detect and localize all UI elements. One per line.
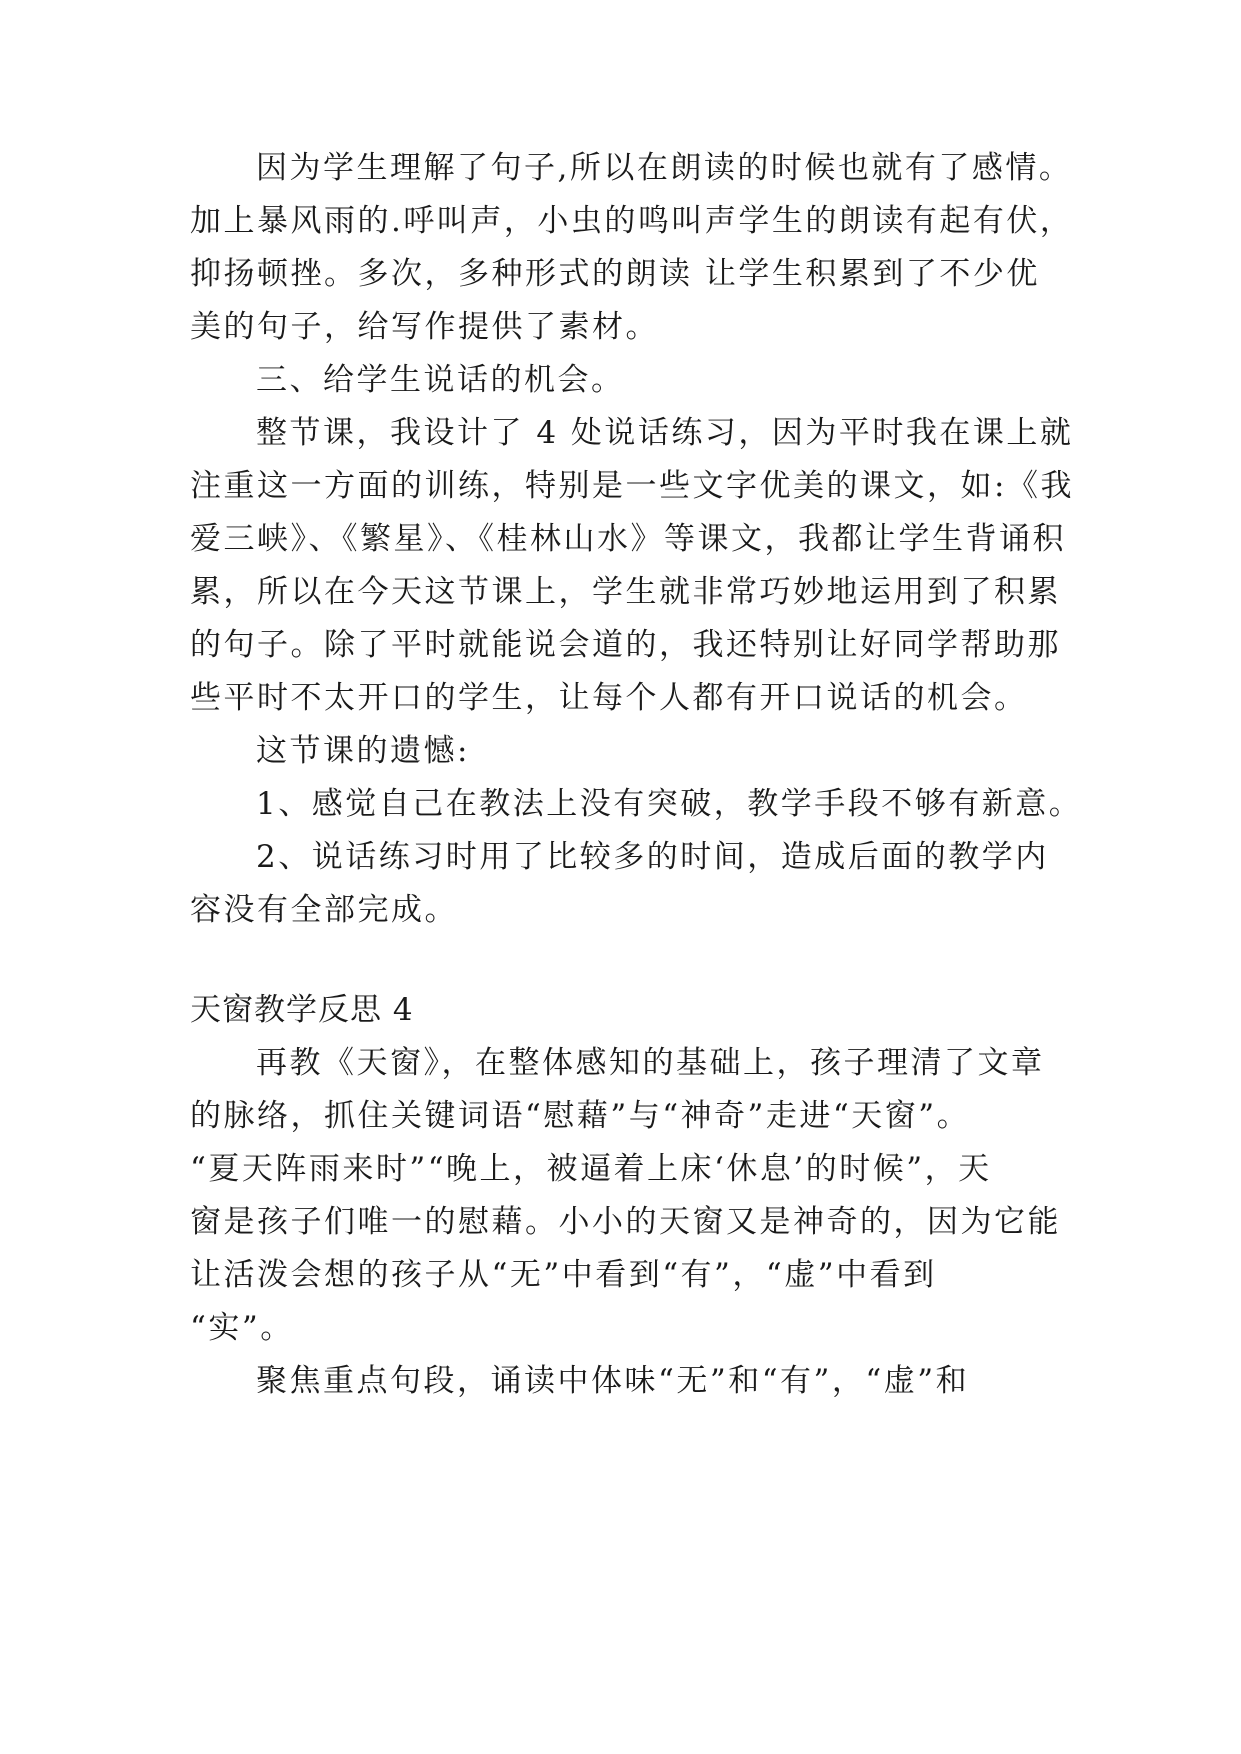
- paragraph-line: 聚焦重点句段，诵读中体味“无”和“有”，“虚”和: [256, 1363, 970, 1399]
- section-heading: 三、给学生说话的机会。: [256, 362, 625, 398]
- paragraph-line: 因为学生理解了句子,所以在朗读的时候也就有了感情。: [256, 150, 1073, 186]
- paragraph-line: 注重这一方面的训练，特别是一些文字优美的课文，如:《我: [190, 468, 1074, 504]
- list-item: 1、感觉自己在教法上没有突破，教学手段不够有新意。: [256, 786, 1083, 822]
- paragraph-line: “实”。: [190, 1310, 294, 1346]
- paragraph-line: 的脉络，抓住关键词语“慰藉”与“神奇”走进“天窗”。: [190, 1098, 971, 1134]
- paragraph-line: 容没有全部完成。: [190, 892, 458, 928]
- paragraph-line: 累，所以在今天这节课上，学生就非常巧妙地运用到了积累: [190, 574, 1061, 610]
- paragraph-line: “夏天阵雨来时”“晚上，被逼着上床‘休息’的时候”，天: [190, 1151, 992, 1187]
- paragraph-line: 窗是孩子们唯一的慰藉。小小的天窗又是神奇的，因为它能: [190, 1204, 1061, 1240]
- list-item: 2、说话练习时用了比较多的时间，造成后面的教学内: [256, 839, 1049, 875]
- article-title: 天窗教学反思 4: [190, 992, 414, 1028]
- paragraph-line: 些平时不太开口的学生，让每个人都有开口说话的机会。: [190, 680, 1028, 716]
- paragraph-line: 整节课，我设计了 4 处说话练习，因为平时我在课上就: [256, 415, 1074, 451]
- paragraph-line: 这节课的遗憾:: [256, 733, 470, 769]
- paragraph-line: 爱三峡》、《繁星》、《桂林山水》等课文，我都让学生背诵积: [190, 521, 1066, 557]
- paragraph-line: 抑扬顿挫。多次，多种形式的朗读 让学生积累到了不少优: [190, 256, 1040, 292]
- paragraph-line: 再教《天窗》，在整体感知的基础上，孩子理清了文章: [256, 1045, 1045, 1081]
- paragraph-line: 让活泼会想的孩子从“无”中看到“有”，“虚”中看到: [190, 1257, 937, 1293]
- paragraph-line: 加上暴风雨的.呼叫声，小虫的鸣叫声学生的朗读有起有伏，: [190, 203, 1074, 239]
- paragraph-line: 美的句子，给写作提供了素材。: [190, 309, 659, 345]
- paragraph-line: 的句子。除了平时就能说会道的，我还特别让好同学帮助那: [190, 627, 1061, 663]
